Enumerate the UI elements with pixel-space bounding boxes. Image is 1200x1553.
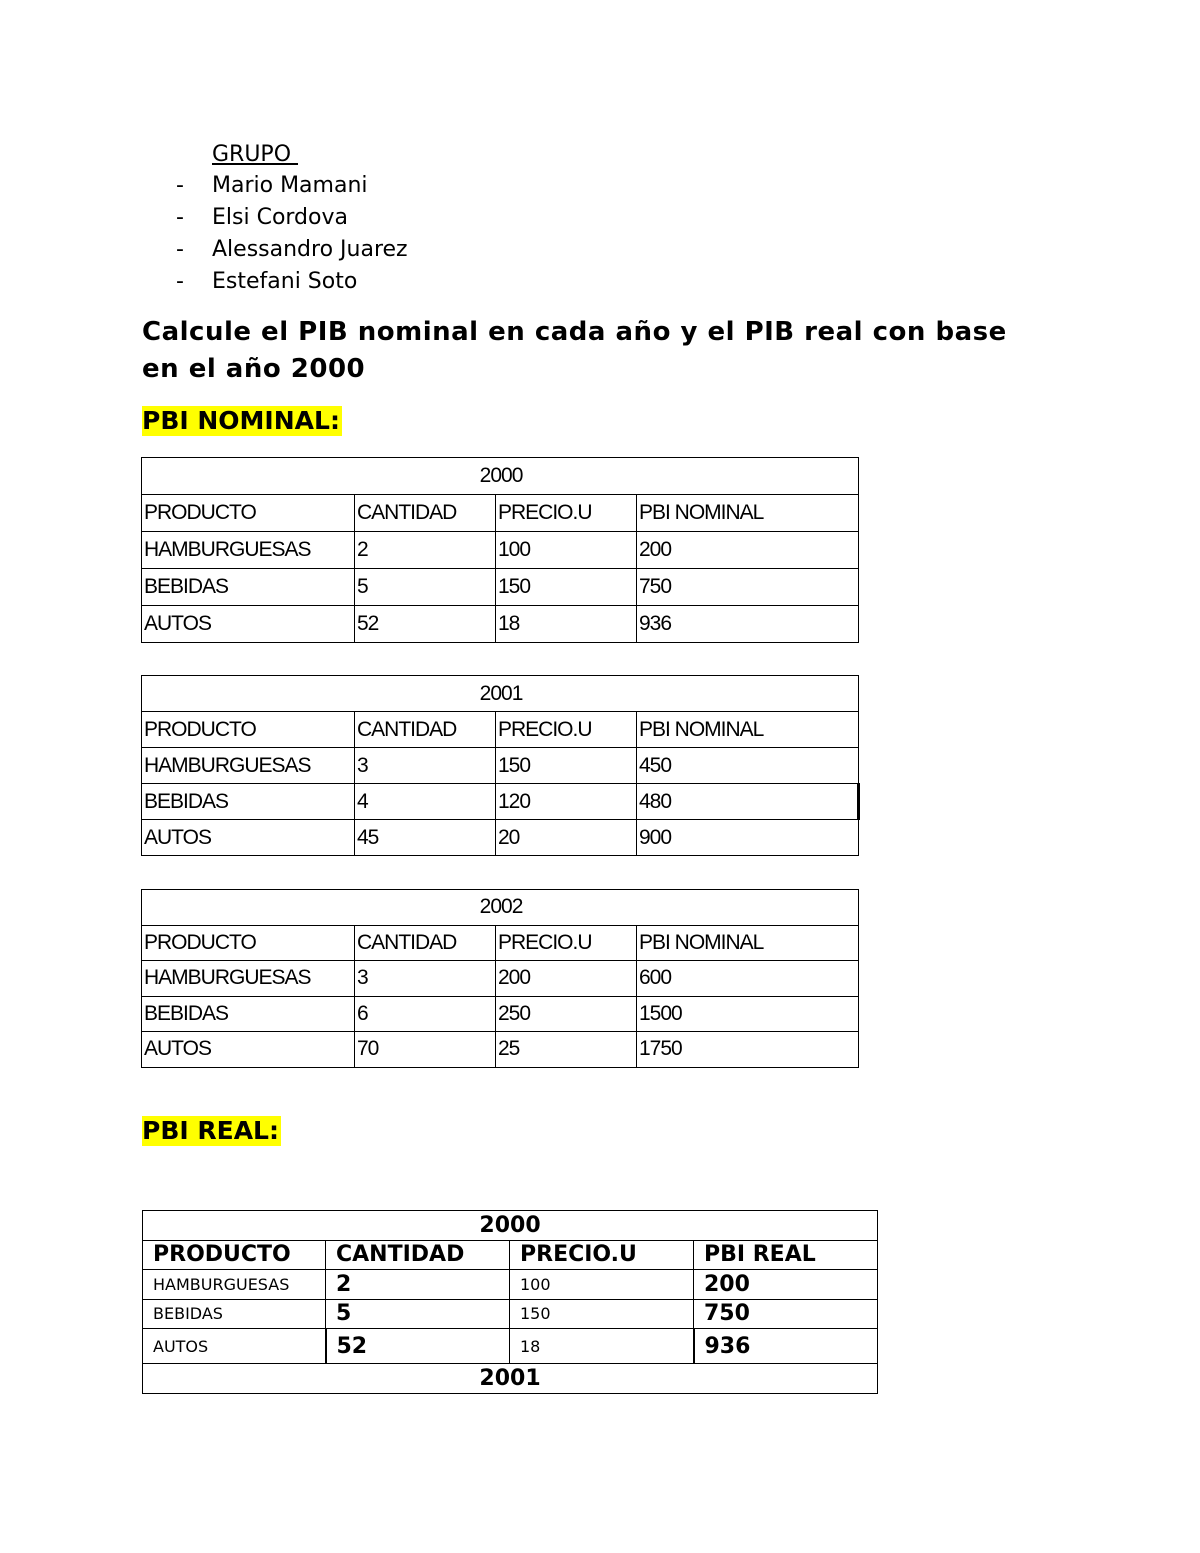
table-cell: 5: [326, 1299, 510, 1329]
table-row: [143, 1299, 878, 1329]
table-cell: 120: [496, 784, 637, 820]
table-cell: 5: [355, 569, 496, 606]
member-name: Estefani Soto: [212, 269, 358, 294]
table-cell: 25: [496, 1032, 637, 1068]
table-cell: 52: [326, 1329, 510, 1364]
table-cell: 600: [637, 961, 859, 997]
table-cell: HAMBURGUESAS: [142, 532, 355, 569]
table-cell: 2: [326, 1270, 510, 1300]
header-cell: PBI NOMINAL: [637, 712, 859, 748]
table-year: 2001: [143, 1364, 878, 1394]
table-cell: HAMBURGUESAS: [143, 1270, 326, 1300]
table-cell: 6: [355, 996, 496, 1032]
table-cell: 480: [637, 784, 859, 820]
group-title: GRUPO: [212, 142, 299, 167]
real-section-title: PBI REAL:: [142, 1116, 279, 1145]
header-cell: PRECIO.U: [510, 1240, 694, 1270]
table-row: [142, 784, 859, 820]
nominal-table-2002: [141, 889, 859, 1068]
table-cell: BEBIDAS: [142, 569, 355, 606]
header-cell: PRODUCTO: [142, 495, 355, 532]
nominal-section-title: PBI NOMINAL:: [142, 406, 340, 435]
table-cell: 20: [496, 820, 637, 856]
member-name: Mario Mamani: [212, 173, 368, 198]
table-cell: 750: [637, 569, 859, 606]
header-cell: PRECIO.U: [496, 925, 637, 961]
header-cell: PBI NOMINAL: [637, 495, 859, 532]
table-row: [142, 532, 859, 569]
table-cell: 200: [496, 961, 637, 997]
table-header-row: [142, 712, 859, 748]
table-cell: 2: [355, 532, 496, 569]
table-row: [142, 1032, 859, 1068]
table-header-row: [142, 925, 859, 961]
header-cell: PRECIO.U: [496, 712, 637, 748]
table-row: [143, 1329, 878, 1364]
table-row: [142, 569, 859, 606]
nominal-table-2000: [141, 457, 859, 643]
instruction-heading: Calcule el PIB nominal en cada año y el PIB real con base en el año 2000: [142, 317, 1007, 384]
table-cell: 100: [496, 532, 637, 569]
table-cell: AUTOS: [142, 1032, 355, 1068]
bullet-dash: -: [176, 269, 184, 294]
table-year: 2000: [142, 458, 859, 495]
table-cell: 18: [510, 1329, 694, 1364]
table-cell: 200: [694, 1270, 878, 1300]
table-row: [142, 606, 859, 643]
header-cell: CANTIDAD: [355, 712, 496, 748]
table-cell: 936: [694, 1329, 878, 1364]
member-name: Elsi Cordova: [212, 205, 348, 230]
bullet-dash: -: [176, 237, 184, 262]
table-cell: 150: [496, 569, 637, 606]
table-row: [143, 1270, 878, 1300]
table-cell: 45: [355, 820, 496, 856]
table-cell: 52: [355, 606, 496, 643]
table-cell: 100: [510, 1270, 694, 1300]
table-cell: 70: [355, 1032, 496, 1068]
nominal-table-2001: [141, 675, 860, 856]
header-cell: PRODUCTO: [142, 925, 355, 961]
table-row: [142, 961, 859, 997]
header-cell: PRECIO.U: [496, 495, 637, 532]
table-cell: AUTOS: [142, 820, 355, 856]
table-cell: HAMBURGUESAS: [142, 748, 355, 784]
bullet-dash: -: [176, 205, 184, 230]
header-cell: PBI NOMINAL: [637, 925, 859, 961]
header-cell: PRODUCTO: [143, 1240, 326, 1270]
table-cell: 1500: [637, 996, 859, 1032]
header-cell: CANTIDAD: [326, 1240, 510, 1270]
table-row: [142, 748, 859, 784]
table-cell: HAMBURGUESAS: [142, 961, 355, 997]
table-cell: 150: [496, 748, 637, 784]
table-row: [142, 820, 859, 856]
bullet-dash: -: [176, 173, 184, 198]
table-header-row: [142, 495, 859, 532]
header-cell: CANTIDAD: [355, 925, 496, 961]
real-table: [142, 1210, 878, 1394]
table-row: [142, 996, 859, 1032]
table-year: 2002: [142, 890, 859, 926]
table-cell: 4: [355, 784, 496, 820]
header-cell: PBI REAL: [694, 1240, 878, 1270]
table-cell: 450: [637, 748, 859, 784]
table-cell: 150: [510, 1299, 694, 1329]
table-cell: 1750: [637, 1032, 859, 1068]
table-year: 2001: [142, 676, 859, 712]
table-cell: 250: [496, 996, 637, 1032]
table-cell: AUTOS: [142, 606, 355, 643]
table-cell: 936: [637, 606, 859, 643]
header-cell: CANTIDAD: [355, 495, 496, 532]
header-cell: PRODUCTO: [142, 712, 355, 748]
table-cell: 750: [694, 1299, 878, 1329]
table-cell: 3: [355, 748, 496, 784]
table-cell: 18: [496, 606, 637, 643]
table-cell: BEBIDAS: [143, 1299, 326, 1329]
table-cell: AUTOS: [143, 1329, 326, 1364]
table-header-row: [143, 1240, 878, 1270]
member-name: Alessandro Juarez: [212, 237, 408, 262]
table-cell: 200: [637, 532, 859, 569]
table-cell: 3: [355, 961, 496, 997]
table-cell: 900: [637, 820, 859, 856]
table-cell: BEBIDAS: [142, 784, 355, 820]
table-year: 2000: [143, 1211, 878, 1241]
table-cell: BEBIDAS: [142, 996, 355, 1032]
